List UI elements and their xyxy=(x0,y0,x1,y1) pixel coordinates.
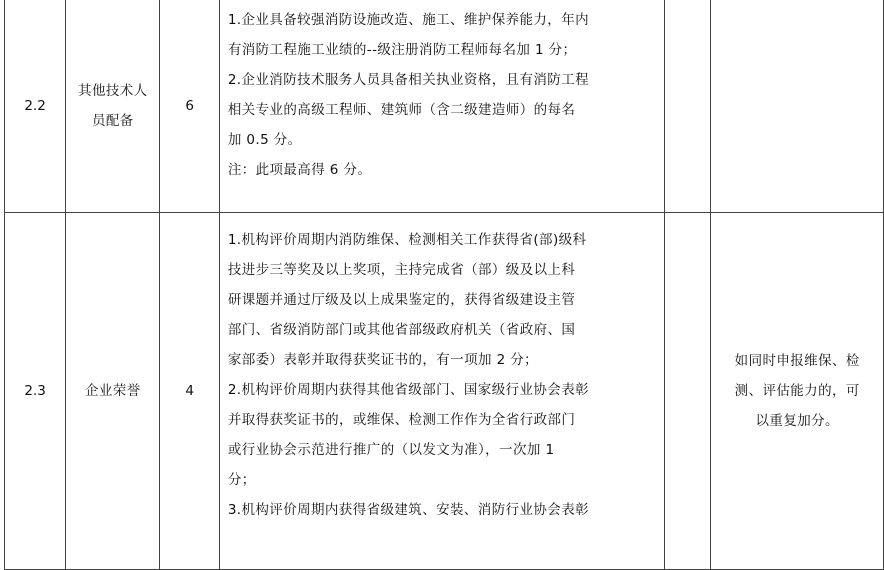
item-name-line: 其他技术人 xyxy=(78,83,148,99)
item-name xyxy=(66,0,160,213)
item-remark xyxy=(711,213,884,570)
criteria-line: 技进步三等奖及以上奖项，主持完成省（部）级及以上科 xyxy=(227,262,576,278)
criteria-line: 并取得获奖证书的，或维保、检测工作作为全省行政部门 xyxy=(227,412,576,428)
empty-cell xyxy=(664,213,711,570)
table-row xyxy=(5,213,884,570)
criteria-line: 3.机构评价周期内获得省级建筑、安装、消防行业协会表彰 xyxy=(227,502,589,518)
criteria-line: 1.机构评价周期内消防维保、检测相关工作获得省(部)级科 xyxy=(227,232,587,248)
criteria-line: 部门、省级消防部门或其他省部级政府机关（省政府、国 xyxy=(227,322,576,338)
scoring-table xyxy=(4,0,884,570)
item-score: 6 xyxy=(160,0,219,213)
criteria-line: 有消防工程施工业绩的--级注册消防工程师每名加 1 分； xyxy=(227,42,577,58)
item-number: 2.3 xyxy=(5,213,66,570)
empty-cell xyxy=(664,0,711,213)
item-name-line: 员配备 xyxy=(91,113,134,129)
item-criteria xyxy=(219,0,664,213)
criteria-line: 分； xyxy=(227,472,256,488)
remark-line: 以重复加分。 xyxy=(755,413,839,429)
criteria-line: 注：此项最高得 6 分。 xyxy=(227,162,372,178)
criteria-line: 研课题并通过厅级及以上成果鉴定的，获得省级建设主管 xyxy=(227,292,576,308)
remark-line: 如同时申报维保、检 xyxy=(734,353,860,369)
item-score: 4 xyxy=(160,213,219,570)
remark-line: 测、评估能力的，可 xyxy=(734,383,860,399)
criteria-line: 2.企业消防技术服务人员具备相关执业资格，且有消防工程 xyxy=(227,72,589,88)
criteria-line: 加 0.5 分。 xyxy=(227,132,302,148)
criteria-line: 相关专业的高级工程师、建筑师（含二级建造师）的每名 xyxy=(227,102,576,118)
item-remark xyxy=(711,0,884,213)
criteria-line: 家部委）表彰并取得获奖证书的，有一项加 2 分； xyxy=(227,352,539,368)
table-row xyxy=(5,0,884,213)
criteria-line: 或行业协会示范进行推广的（以发文为准），一次加 1 xyxy=(227,442,555,458)
item-name-line: 企业荣誉 xyxy=(85,383,141,399)
criteria-line: 1.企业具备较强消防设施改造、施工、维护保养能力，年内 xyxy=(227,12,589,28)
item-name xyxy=(66,213,160,570)
item-number: 2.2 xyxy=(5,0,66,213)
item-criteria xyxy=(219,213,664,570)
criteria-line: 2.机构评价周期内获得其他省级部门、国家级行业协会表彰 xyxy=(227,382,589,398)
